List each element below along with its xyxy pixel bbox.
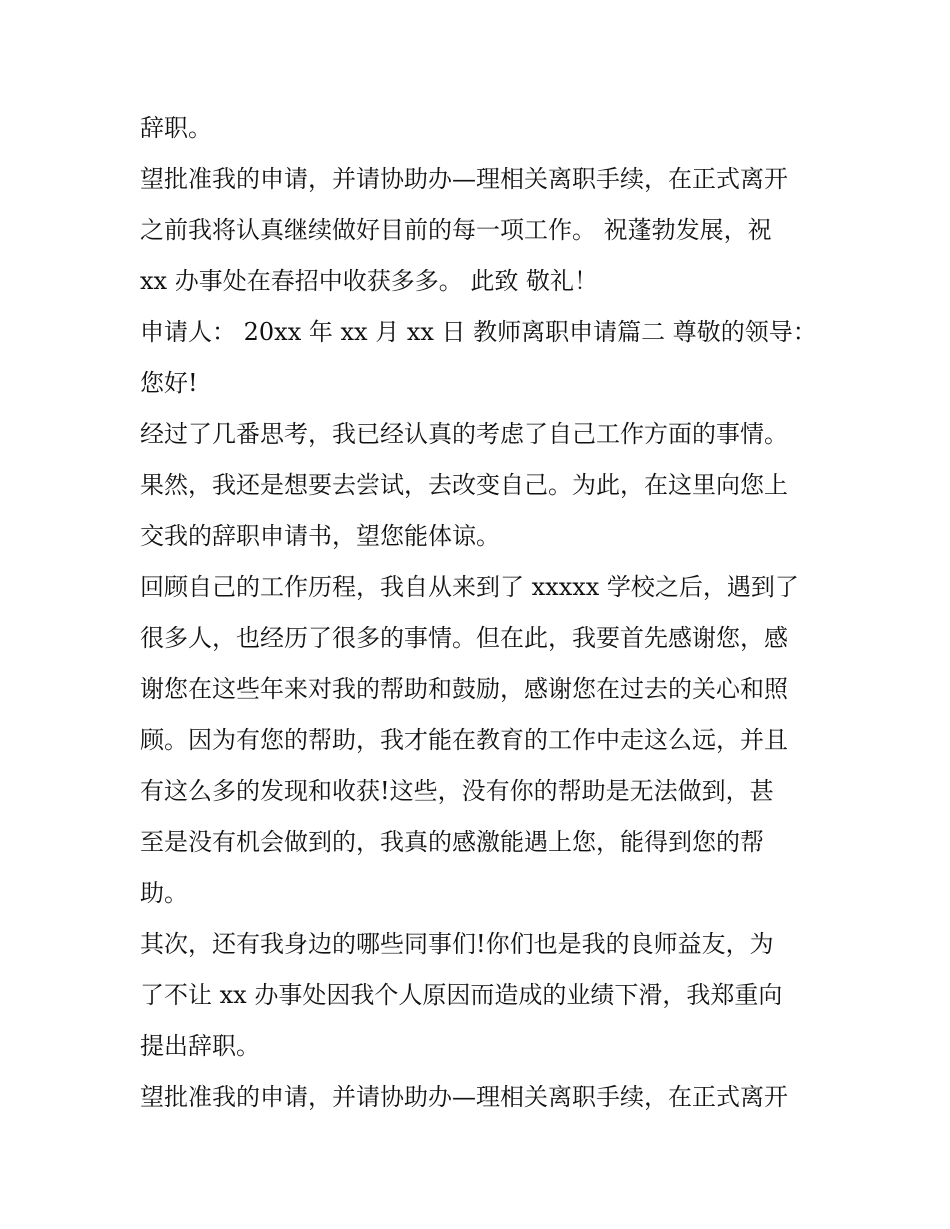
text-line: 至是没有机会做到的，我真的感激能遇上您，能得到您的帮 xyxy=(140,828,764,856)
text-line: 谢您在这些年来对我的帮助和鼓励，感谢您在过去的关心和照 xyxy=(140,675,788,703)
text-line: 望批准我的申请，并请协助办—理相关离职手续，在正式离开 xyxy=(140,165,788,193)
text-line: 助。 xyxy=(140,879,188,907)
text-line: 之前我将认真继续做好目前的每一项工作。 祝蓬勃发展，祝 xyxy=(140,216,772,244)
text-line: 交我的辞职申请书，望您能体谅。 xyxy=(140,522,500,550)
document-body xyxy=(140,103,830,1123)
text-line: 了不让 xx 办事处因我个人原因而造成的业绩下滑，我郑重向 xyxy=(140,981,783,1009)
text-line: 您好! xyxy=(140,369,198,397)
text-line: 果然，我还是想要去尝试，去改变自己。为此，在这里向您上 xyxy=(140,471,788,499)
text-line: 回顾自己的工作历程，我自从来到了 xxxxx 学校之后，遇到了 xyxy=(140,573,799,601)
text-line: 经过了几番思考，我已经认真的考虑了自己工作方面的事情。 xyxy=(140,420,788,448)
text-line: 申请人： 20xx 年 xx 月 xx 日 教师离职申请篇二 尊敬的领导： xyxy=(140,318,817,346)
text-line: xx 办事处在春招中收获多多。 此致 敬礼！ xyxy=(140,267,598,295)
text-line: 很多人，也经历了很多的事情。但在此，我要首先感谢您，感 xyxy=(140,624,788,652)
text-line: 顾。因为有您的帮助，我才能在教育的工作中走这么远，并且 xyxy=(140,726,788,754)
text-line: 其次，还有我身边的哪些同事们!你们也是我的良师益友，为 xyxy=(140,930,774,958)
text-line: 提出辞职。 xyxy=(140,1032,260,1060)
text-line: 望批准我的申请，并请协助办—理相关离职手续，在正式离开 xyxy=(140,1083,788,1111)
text-line: 有这么多的发现和收获!这些，没有你的帮助是无法做到，甚 xyxy=(140,777,774,805)
text-line: 辞职。 xyxy=(140,114,212,142)
